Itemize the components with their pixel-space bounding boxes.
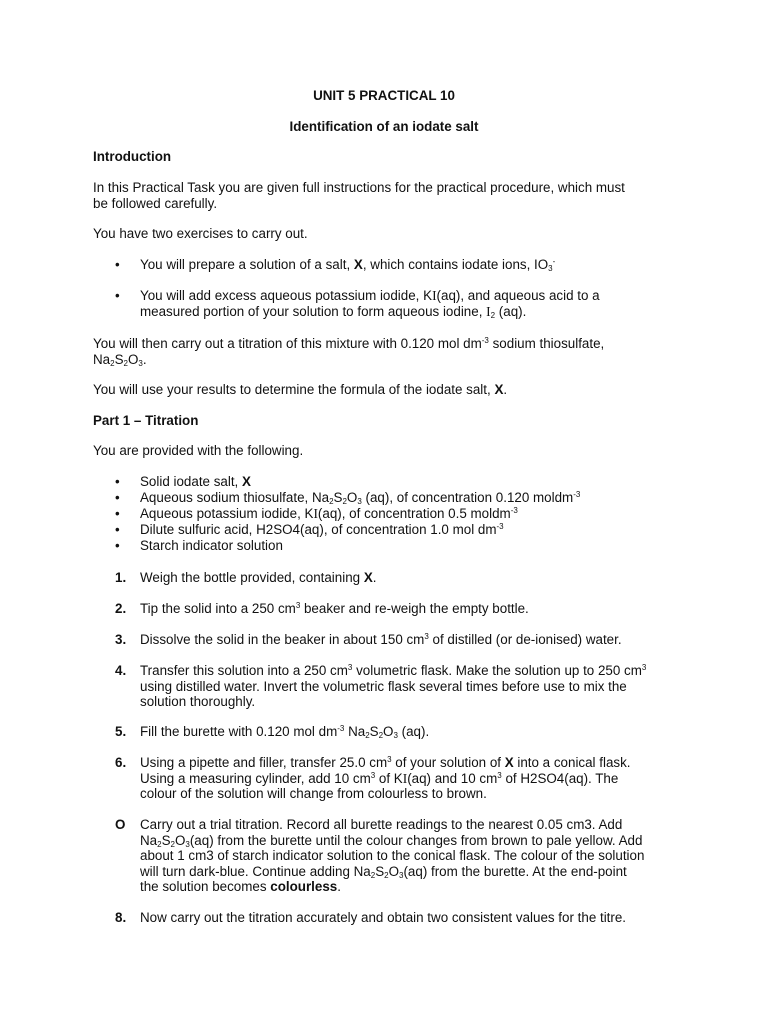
material-item: Aqueous potassium iodide, KI(aq), of concentration 0.5 moldm$^{-3}$ (140, 506, 518, 521)
step-number: O (115, 817, 126, 832)
step-number: 6. (115, 755, 127, 770)
step-number: 8. (115, 910, 127, 925)
bullet-icon: • (115, 490, 120, 505)
bullet-icon: • (115, 257, 120, 272)
step-number: 2. (115, 601, 127, 616)
material-item: Solid iodate salt, X (140, 474, 251, 489)
step-number: 4. (115, 663, 127, 678)
page-title: UNIT 5 PRACTICAL 10 (313, 88, 455, 103)
intro-paragraph: In this Practical Task you are given full instructions for the practical procedure, which must be followed carefully. (93, 180, 625, 211)
step-5-text: Fill the burette with 0.120 mol $dm^{-3}$ $Na_2S_2O_3$ (aq). (140, 724, 430, 740)
provided-line: You are provided with the following. (93, 443, 304, 458)
page-subtitle: Identification of an iodate salt (289, 119, 479, 134)
bullet-icon: • (115, 288, 120, 303)
bullet-icon: • (115, 506, 120, 521)
material-item: Starch indicator solution (140, 538, 283, 553)
step-1-text: Weigh the bottle provided, containing X. (140, 570, 377, 585)
step-8-text: Now carry out the titration accurately and obtain two consistent values for the titre. (140, 910, 627, 925)
step-3-text: Dissolve the solid in the beaker in about 150 $cm^3$ of distilled (or de-ionised) water. (140, 632, 622, 647)
bullet-icon: • (115, 522, 120, 537)
exercise-bullet-1: You will prepare a solution of a salt, X, which contains iodate ions, $IO_3^-$ (140, 257, 556, 273)
exercise-bullet-2: You will add excess aqueous potassium iodide, KI(aq), and aqueous acid to a measured portion of your solution to form aqueous iodine, $I_2$ (aq). (140, 288, 600, 320)
step-4-text: Transfer this solution into a 250 $cm^3$ volumetric flask. Make the solution up to 250 $cm^3$ using distilled water. Invert the volumetric flask several times before use to mix the solution thoroughly. (140, 663, 647, 709)
part1-heading: Part 1 – Titration (93, 413, 199, 428)
step-7-text: Carry out a trial titration. Record all burette readings to the nearest 0.05 cm3. Add $Na_2S_2O_3(aq)$ from the burette until the colour changes from brown to pale yellow. Add about 1 cm3 of starch indicator solution to the conical flask. The colour of the solution will turn dark-blue. Continue adding $Na_2S_2O_3(aq)$ from the burette. At the end-point the solution becomes colourless. (140, 817, 645, 894)
results-paragraph: You will use your results to determine the formula of the iodate salt, X. (93, 382, 508, 397)
step-6-text: Using a pipette and filler, transfer 25.0 $cm^3$ of your solution of X into a conical flask. Using a measuring cylinder, add 10 $cm^3$ of KI(aq) and 10 $cm^3$ of H2SO4(aq). The colour of the solution will change from colourless to brown. (140, 755, 631, 801)
step-number: 1. (115, 570, 127, 585)
material-item: Aqueous sodium thiosulfate, $Na_2S_2O_3$ (aq), of concentration 0.120 moldm$^{-3}$ (140, 490, 581, 506)
step-number: 3. (115, 632, 127, 647)
exercises-line: You have two exercises to carry out. (93, 226, 308, 241)
step-2-text: Tip the solid into a 250 $cm^3$ beaker and re-weigh the empty bottle. (140, 601, 529, 616)
introduction-heading: Introduction (93, 149, 172, 164)
bullet-icon: • (115, 474, 120, 489)
material-item: Dilute sulfuric acid, H2SO4(aq), of concentration 1.0 mol $dm^{-3}$ (140, 522, 504, 537)
titration-paragraph: You will then carry out a titration of this mixture with 0.120 mol $dm^{-3}$ sodium thiosulfate, $Na_2S_2O_3$. (93, 336, 605, 368)
step-number: 5. (115, 724, 127, 739)
bullet-icon: • (115, 538, 120, 553)
